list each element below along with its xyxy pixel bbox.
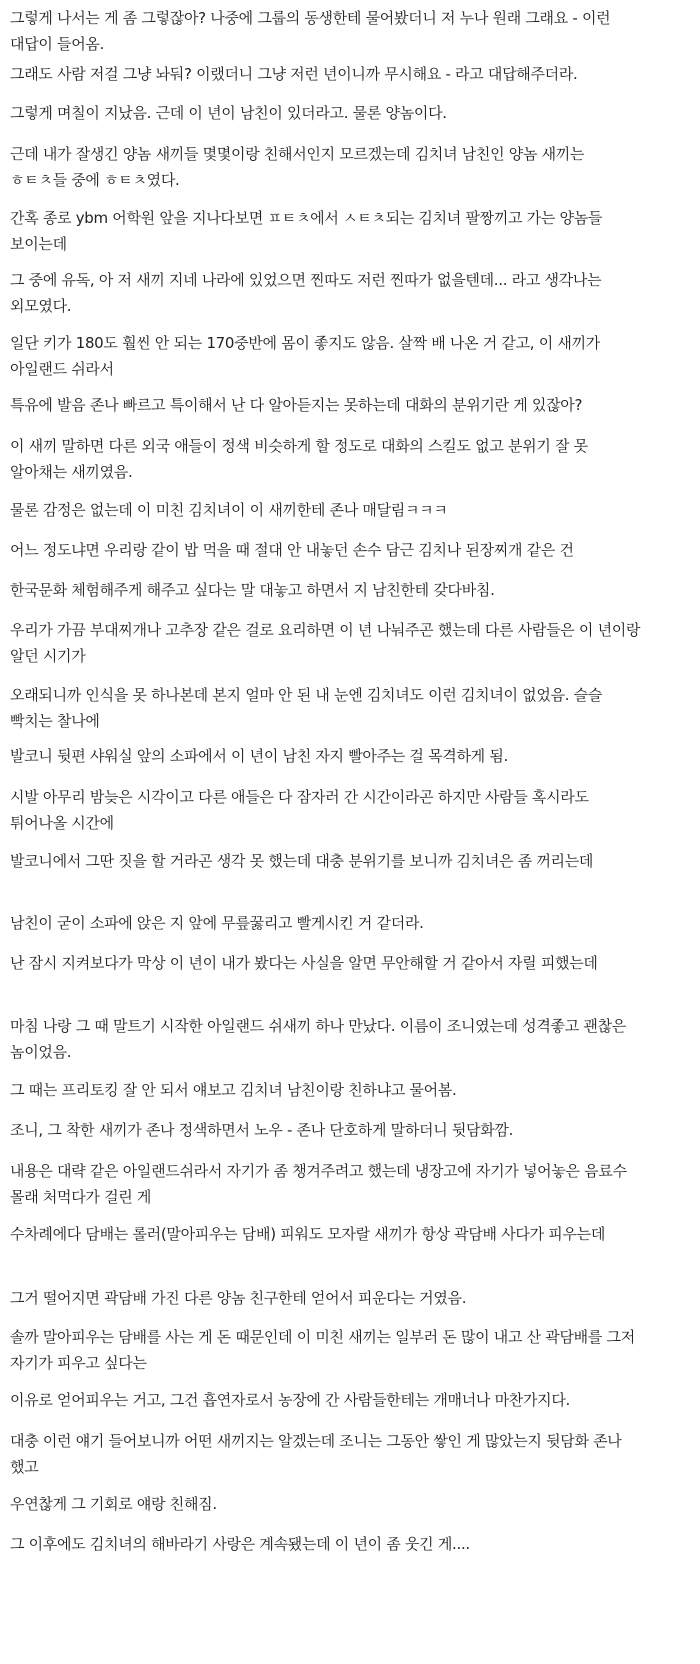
paragraph: 그 때는 프리토킹 잘 안 되서 얘보고 김치녀 남친이랑 친하냐고 물어봄. xyxy=(10,1081,457,1099)
paragraph: 조니, 그 착한 새끼가 존나 정색하면서 노우 - 존나 단호하게 말하더니 뒷담화깜. xyxy=(10,1121,514,1139)
paragraph: 난 잠시 지켜보다가 막상 이 년이 내가 봤다는 사실을 알면 무안해할 거 같아서 자릴 피했는데 xyxy=(10,954,598,972)
paragraph: 남친이 굳이 소파에 앉은 지 앞에 무릎꿇리고 빨게시킨 거 같더라. xyxy=(10,914,424,932)
paragraph: 근데 내가 잘생긴 양놈 새끼들 몇몇이랑 친해서인지 모르겠는데 김치녀 남친인 양놈 새끼는 ㅎㅌㅊ들 중에 ㅎㅌㅊ였다. xyxy=(10,145,585,189)
paragraph: 그거 떨어지면 곽담배 가진 다른 양놈 친구한테 얻어서 피운다는 거였음. xyxy=(10,1289,467,1307)
paragraph: 우연찮게 그 기회로 얘랑 친해짐. xyxy=(10,1495,217,1513)
paragraph: 내용은 대략 같은 아일랜드쉬라서 자기가 좀 챙겨주려고 했는데 냉장고에 자기가 넣어놓은 음료수 몰래 처먹다가 걸린 게 xyxy=(10,1162,627,1206)
paragraph: 발코니 뒷편 샤워실 앞의 소파에서 이 년이 남친 자지 빨아주는 걸 목격하게 됨. xyxy=(10,747,508,765)
paragraph: 마침 나랑 그 때 말트기 시작한 아일랜드 쉬새끼 하나 만났다. 이름이 조니였는데 성격좋고 괜찮은 놈이었음. xyxy=(10,1017,626,1061)
paragraph: 물론 감정은 없는데 이 미친 김치녀이 이 새끼한테 존나 매달림ㅋㅋㅋ xyxy=(10,501,448,519)
paragraph: 발코니에서 그딴 짓을 할 거라곤 생각 못 했는데 대충 분위기를 보니까 김치녀은 좀 꺼리는데 xyxy=(10,852,594,870)
paragraph: 시발 아무리 밤늦은 시각이고 다른 애들은 다 잠자러 간 시간이라곤 하지만 사람들 혹시라도 튀어나올 시간에 xyxy=(10,788,589,832)
paragraph: 한국문화 체험해주게 해주고 싶다는 말 대놓고 하면서 지 남친한테 갖다바침. xyxy=(10,581,495,599)
paragraph: 일단 키가 180도 훨씬 안 되는 170중반에 몸이 좋지도 않음. 살짝 배 나온 거 같고, 이 새끼가 아일랜드 쉬라서 xyxy=(10,334,600,378)
paragraph: 우리가 가끔 부대찌개나 고추장 같은 걸로 요리하면 이 년 나눠주곤 했는데 다른 사람들은 이 년이랑 알던 시기가 xyxy=(10,621,641,665)
paragraph: 특유에 발음 존나 빠르고 특이해서 난 다 알아듣지는 못하는데 대화의 분위기란 게 있잖아? xyxy=(10,396,583,414)
paragraph: 수차례에다 담배는 롤러(말아피우는 담배) 피워도 모자랄 새끼가 항상 곽담배 사다가 피우는데 xyxy=(10,1225,606,1243)
paragraph: 그 중에 유독, 아 저 새끼 지네 나라에 있었으면 찐따도 저런 찐따가 없을텐데... 라고 생각나는 외모였다. xyxy=(10,271,602,315)
paragraph: 솔까 말아피우는 담배를 사는 게 돈 때문인데 이 미친 새끼는 일부러 돈 많이 내고 산 곽담배를 그저 자기가 피우고 싶다는 xyxy=(10,1328,635,1372)
paragraph: 그렇게 며칠이 지났음. 근데 이 년이 남친이 있더라고. 물론 양놈이다. xyxy=(10,104,447,122)
paragraph: 대충 이런 얘기 들어보니까 어떤 새끼지는 알겠는데 조니는 그동안 쌓인 게 많았는지 뒷담화 존나 했고 xyxy=(10,1432,622,1476)
paragraph: 그 이후에도 김치녀의 해바라기 사랑은 계속됐는데 이 년이 좀 웃긴 게.... xyxy=(10,1535,470,1553)
paragraph: 간혹 종로 ybm 어학원 앞을 지나다보면 ㅍㅌㅊ에서 ㅅㅌㅊ되는 김치녀 팔짱끼고 가는 양놈들 보이는데 xyxy=(10,209,603,253)
paragraph: 오래되니까 인식을 못 하나본데 본지 얼마 안 된 내 눈엔 김치녀도 이런 김치녀이 없었음. 슬슬 빡치는 찰나에 xyxy=(10,686,603,730)
paragraph: 이 새끼 말하면 다른 외국 애들이 정색 비슷하게 할 정도로 대화의 스킬도 없고 분위기 잘 못 알아채는 새끼였음. xyxy=(10,437,588,481)
paragraph: 그래도 사람 저걸 그냥 놔둬? 이랬더니 그냥 저런 년이니까 무시해요 - 라고 대답해주더라. xyxy=(10,65,578,83)
paragraph: 그렇게 나서는 게 좀 그렇잖아? 나중에 그룹의 동생한테 물어봤더니 저 누나 원래 그래요 - 이런 대답이 들어옴. xyxy=(10,9,611,53)
paragraph: 이유로 얻어피우는 거고, 그건 흡연자로서 농장에 간 사람들한테는 개매너나 마찬가지다. xyxy=(10,1391,570,1409)
paragraph: 어느 정도냐면 우리랑 같이 밥 먹을 때 절대 안 내놓던 손수 담근 김치나 된장찌개 같은 건 xyxy=(10,541,574,559)
